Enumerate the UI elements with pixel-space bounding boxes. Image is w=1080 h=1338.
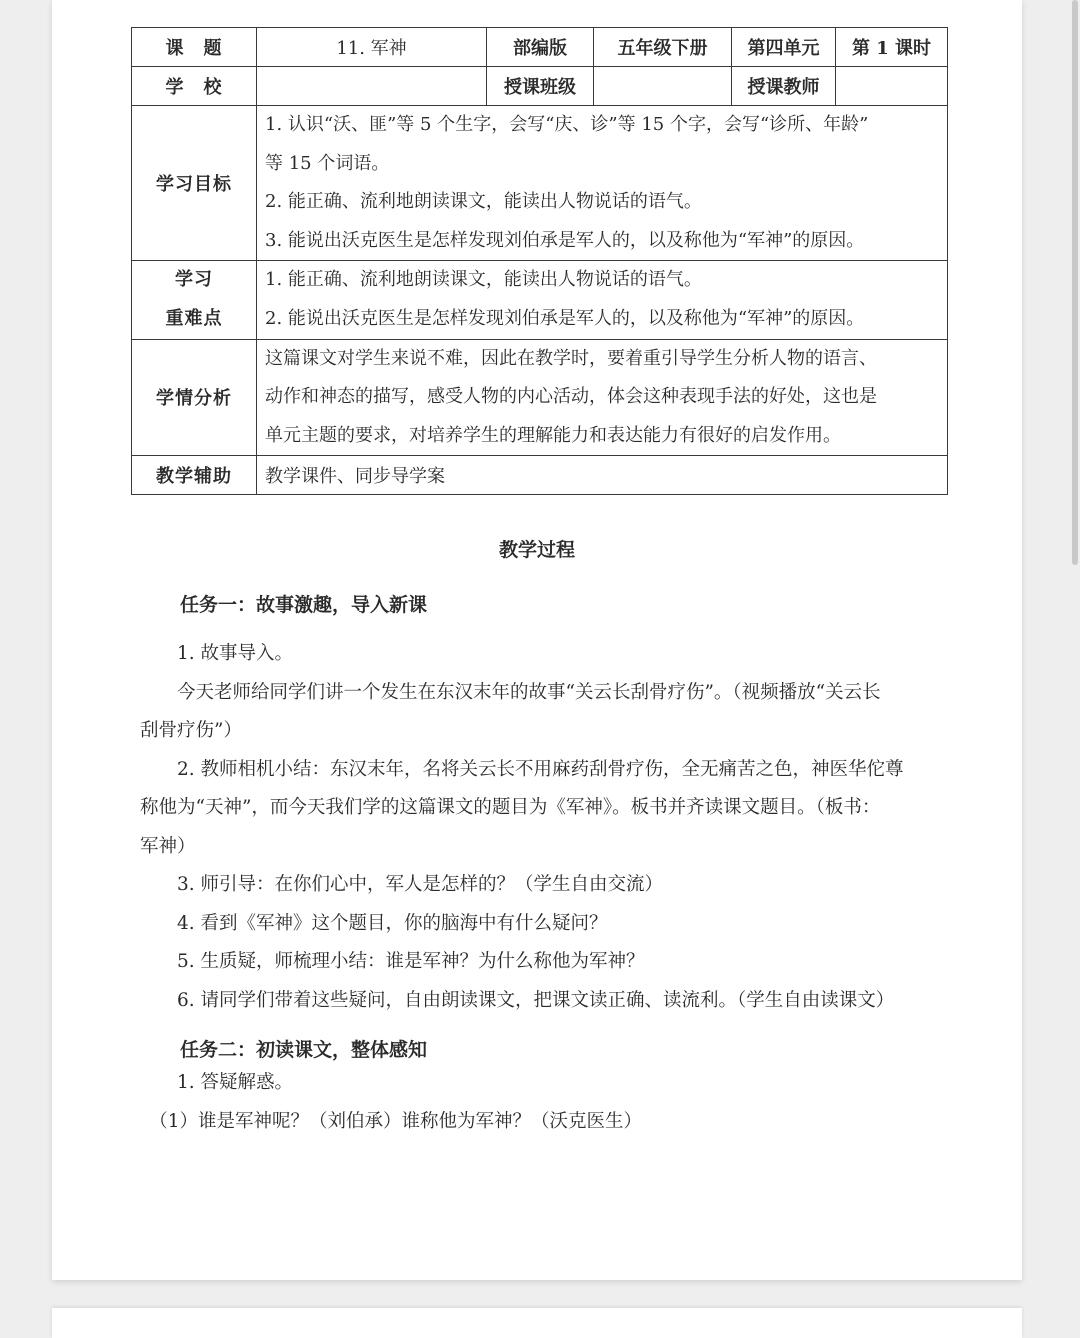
goals-line: 2. 能正确、流利地朗读课文，能读出人物说话的语气。	[265, 191, 702, 213]
goals-line: 3. 能说出沃克医生是怎样发现刘伯承是军人的，以及称他为“军神”的原因。	[265, 229, 865, 251]
key-points-line: 2. 能说出沃克医生是怎样发现刘伯承是军人的，以及称他为“军神”的原因。	[265, 307, 865, 329]
goals-line: 1. 认识“沃、匪”等 5 个生字，会写“庆、诊”等 15 个字，会写“诊所、年龄”	[265, 114, 869, 135]
key-points-label	[132, 261, 257, 339]
class-label: 授课班级	[487, 67, 594, 106]
goals-line: 等 15 个词语。	[265, 152, 390, 174]
paragraph-line: （1）谁是军神呢？（刘伯承）谁称他为军神？（沃克医生）	[140, 1110, 643, 1132]
teacher-value	[836, 67, 948, 106]
paragraph-line: 1. 故事导入。	[140, 643, 294, 664]
topic-value: 11. 军神	[257, 28, 487, 67]
task1-title: 任务一：故事激趣，导入新课	[180, 594, 428, 616]
unit-cell: 第四单元	[732, 28, 836, 67]
paragraph-line: 军神）	[140, 835, 196, 857]
table-row	[132, 106, 948, 261]
analysis-line: 动作和神态的描写，感受人物的内心活动，体会这种表现手法的好处，这也是	[265, 386, 877, 408]
table-row	[132, 261, 948, 339]
task2-paragraphs	[140, 1064, 945, 1141]
paragraph-line: 称他为“天神”，而今天我们学的这篇课文的题目为《军神》。板书并齐读课文题目。（板书：	[140, 797, 881, 818]
paragraph-line: 3. 师引导：在你们心中，军人是怎样的？（学生自由交流）	[140, 874, 664, 895]
key-points-line: 1. 能正确、流利地朗读课文，能读出人物说话的语气。	[265, 269, 702, 291]
paragraph-line: 4. 看到《军神》这个题目，你的脑海中有什么疑问？	[140, 912, 608, 934]
paragraph-line: 今天老师给同学们讲一个发生在东汉末年的故事“关云长刮骨疗伤”。（视频播放“关云长	[140, 681, 881, 703]
class-value	[594, 67, 732, 106]
school-value	[257, 67, 487, 106]
lesson-info-table	[131, 27, 948, 495]
paragraph-line: 2. 教师相机小结：东汉末年，名将关云长不用麻药刮骨疗伤，全无痛苦之色，神医华佗尊	[140, 758, 904, 780]
table-row	[132, 67, 948, 106]
key-points-label-line1: 学习	[175, 269, 213, 291]
lesson-cell: 第 1 课时	[836, 28, 948, 67]
grade-cell: 五年级下册	[594, 28, 732, 67]
teacher-label: 授课教师	[732, 67, 836, 106]
edition-cell: 部编版	[487, 28, 594, 67]
paragraph-line: 6. 请同学们带着这些疑问，自由朗读课文，把课文读正确、读流利。（学生自由读课文）	[140, 989, 895, 1011]
task2-title: 任务二：初读课文，整体感知	[180, 1039, 428, 1061]
aids-value: 教学课件、同步导学案	[257, 456, 948, 495]
task1-paragraphs	[140, 635, 945, 1020]
aids-label: 教学辅助	[132, 456, 257, 495]
school-label: 学 校	[132, 67, 257, 106]
paragraph-line: 1. 答疑解惑。	[140, 1072, 294, 1093]
key-points-label-line2: 重难点	[165, 307, 223, 329]
paragraph-line: 刮骨疗伤”）	[140, 720, 242, 741]
goals-content	[257, 106, 948, 261]
table-row	[132, 28, 948, 67]
process-title: 教学过程	[498, 539, 575, 561]
analysis-content	[257, 339, 948, 456]
goals-label: 学习目标	[132, 106, 257, 261]
analysis-line: 单元主题的要求，对培养学生的理解能力和表达能力有很好的启发作用。	[265, 424, 841, 446]
paragraph-line: 5. 生质疑，师梳理小结：谁是军神？为什么称他为军神？	[140, 951, 645, 972]
topic-label: 课 题	[132, 28, 257, 67]
scrollbar[interactable]	[1072, 0, 1078, 565]
table-row	[132, 339, 948, 456]
analysis-line: 这篇课文对学生来说不难，因此在教学时，要着重引导学生分析人物的语言、	[265, 347, 877, 369]
analysis-label: 学情分析	[132, 339, 257, 456]
document-page	[52, 0, 1022, 1280]
next-page	[52, 1308, 1022, 1338]
key-points-content	[257, 261, 948, 339]
table-row	[132, 456, 948, 495]
